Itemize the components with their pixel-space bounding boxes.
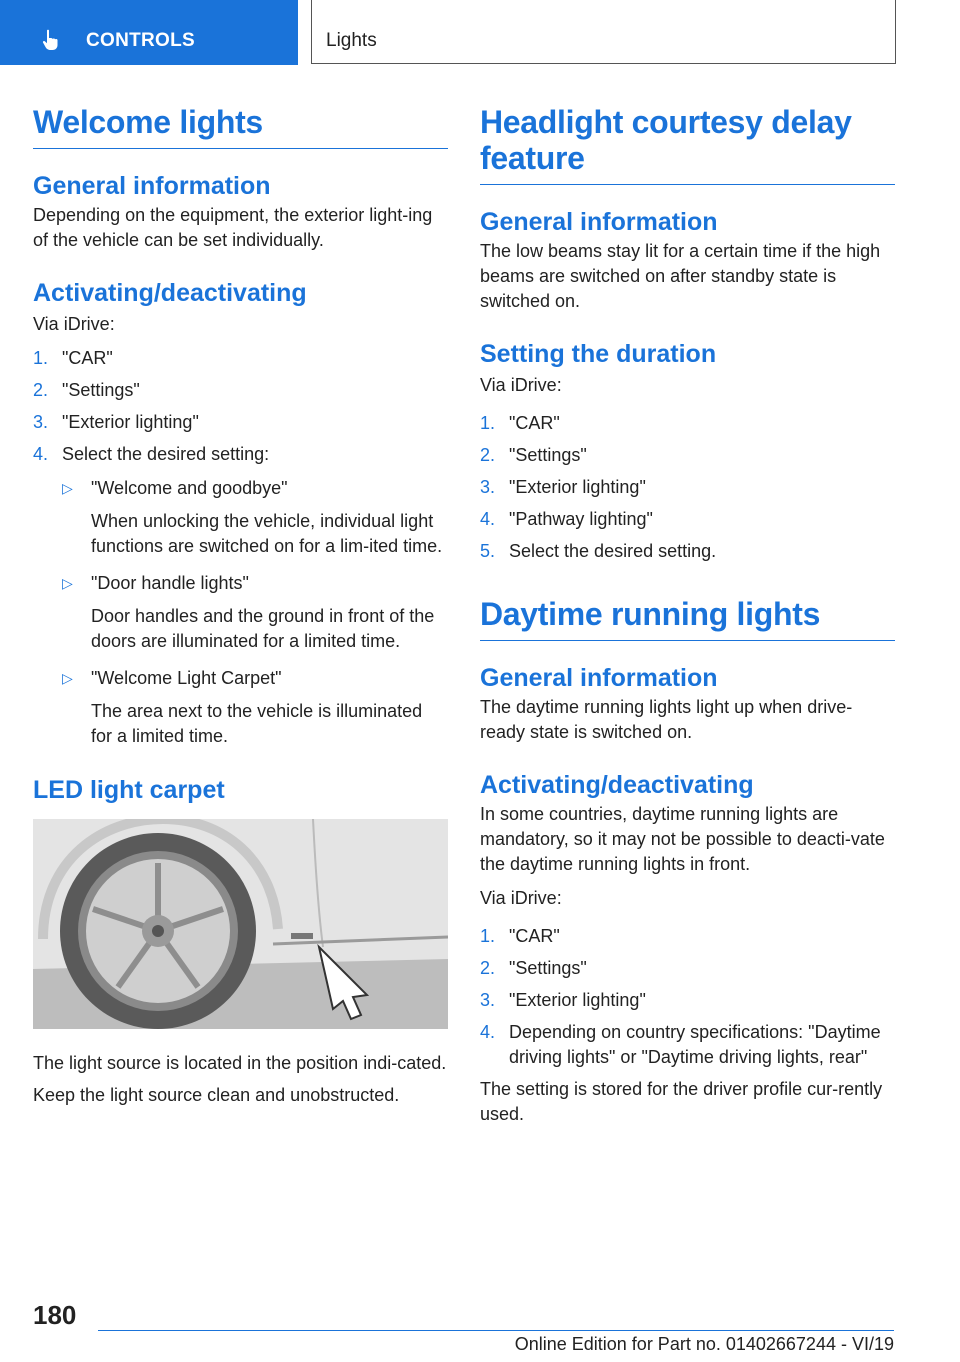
via-idrive-text: Via iDrive: xyxy=(480,888,562,908)
list-item: 3. "Exterior lighting" xyxy=(480,990,646,1010)
list-item: 1. "CAR" xyxy=(33,348,113,368)
drl-activating-text: In some countries, daytime running lights are mandatory, so it may not be possible to deacti-vate the daytime running lights in front. xyxy=(480,804,885,874)
general-information-heading: General information xyxy=(480,664,718,692)
footer-divider xyxy=(98,1330,894,1331)
drl-activating-heading: Activating/deactivating xyxy=(480,771,754,799)
list-item: 2. "Settings" xyxy=(480,445,587,465)
option-item: ▷ "Door handle lights" Door handles and the ground in front of the doors are illuminated for a limited time. xyxy=(62,573,435,651)
list-item: 4. Depending on country specifications: "Daytime driving lights" or "Daytime driving lights, rear" xyxy=(480,1022,881,1067)
general-information-heading: General information xyxy=(480,208,718,236)
led-light-carpet-figure xyxy=(33,819,448,1029)
triangle-bullet-icon: ▷ xyxy=(62,575,73,591)
chapter-header xyxy=(311,0,896,64)
duration-steps-list xyxy=(480,411,895,564)
led-light-carpet-heading: LED light carpet xyxy=(33,776,225,804)
list-item: 2. "Settings" xyxy=(480,958,587,978)
list-item: 2. "Settings" xyxy=(33,380,140,400)
option-item: ▷ "Welcome Light Carpet" The area next to the vehicle is illuminated for a limited time. xyxy=(62,668,423,746)
page-number: 180 xyxy=(33,1300,77,1330)
drl-steps-list xyxy=(480,924,895,1070)
welcome-steps-list xyxy=(33,346,448,749)
pointing-hand-icon xyxy=(40,28,64,52)
welcome-options-list xyxy=(62,476,448,749)
list-item: 5. Select the desired setting. xyxy=(480,541,717,561)
triangle-bullet-icon: ▷ xyxy=(62,670,73,686)
activating-heading: Activating/deactivating xyxy=(33,279,307,307)
triangle-bullet-icon: ▷ xyxy=(62,480,73,496)
section-tab-label: CONTROLS xyxy=(86,30,196,51)
right-column xyxy=(480,104,895,1127)
welcome-lights-title: Welcome lights xyxy=(33,104,448,149)
list-item: 1. "CAR" xyxy=(480,926,560,946)
list-item: 1. "CAR" xyxy=(480,413,560,433)
section-tab-controls[interactable] xyxy=(0,0,298,65)
list-item: 4. "Pathway lighting" xyxy=(480,509,653,529)
list-item: 4. Select the desired setting: ▷ "Welcome and goodbye" When unlocking the vehicle, individual light functions are switched on for a lim-ited time. ▷ "Door handle lights" Door handles and the ground in front of the doors are illuminated for a limited time. ▷ "Welcome Light Carpet" The area next to the vehicle is illuminated for a limited time. xyxy=(33,442,448,749)
list-item: 3. "Exterior lighting" xyxy=(480,477,646,497)
option-item: ▷ "Welcome and goodbye" When unlocking the vehicle, individual light functions are switched on for a lim-ited time. xyxy=(62,478,443,556)
drl-general-text: The daytime running lights light up when drive-ready state is switched on. xyxy=(480,697,853,742)
via-idrive-text: Via iDrive: xyxy=(33,314,115,334)
led-light-carpet-text: The light source is located in the position indi-cated. xyxy=(33,1053,447,1073)
drl-stored-text: The setting is stored for the driver profile cur-rently used. xyxy=(480,1079,883,1124)
list-item: 3. "Exterior lighting" xyxy=(33,412,199,432)
left-column xyxy=(33,104,448,1108)
courtesy-delay-title: Headlight courtesy delay feature xyxy=(480,104,895,185)
daytime-running-lights-title: Daytime running lights xyxy=(480,596,895,641)
general-information-text: The low beams stay lit for a certain time if the high beams are switched on after standby state is switched on. xyxy=(480,241,881,311)
car-wheel-illustration xyxy=(33,819,448,1029)
edition-text: Online Edition for Part no. 01402667244 - VI/19 xyxy=(514,1334,894,1354)
general-information-text: Depending on the equipment, the exterior light-ing of the vehicle can be set individually. xyxy=(33,205,433,250)
via-idrive-text: Via iDrive: xyxy=(480,375,562,395)
led-clean-text: Keep the light source clean and unobstructed. xyxy=(33,1085,400,1105)
setting-duration-heading: Setting the duration xyxy=(480,340,717,368)
chapter-title: Lights xyxy=(326,30,377,51)
general-information-heading: General information xyxy=(33,172,271,200)
